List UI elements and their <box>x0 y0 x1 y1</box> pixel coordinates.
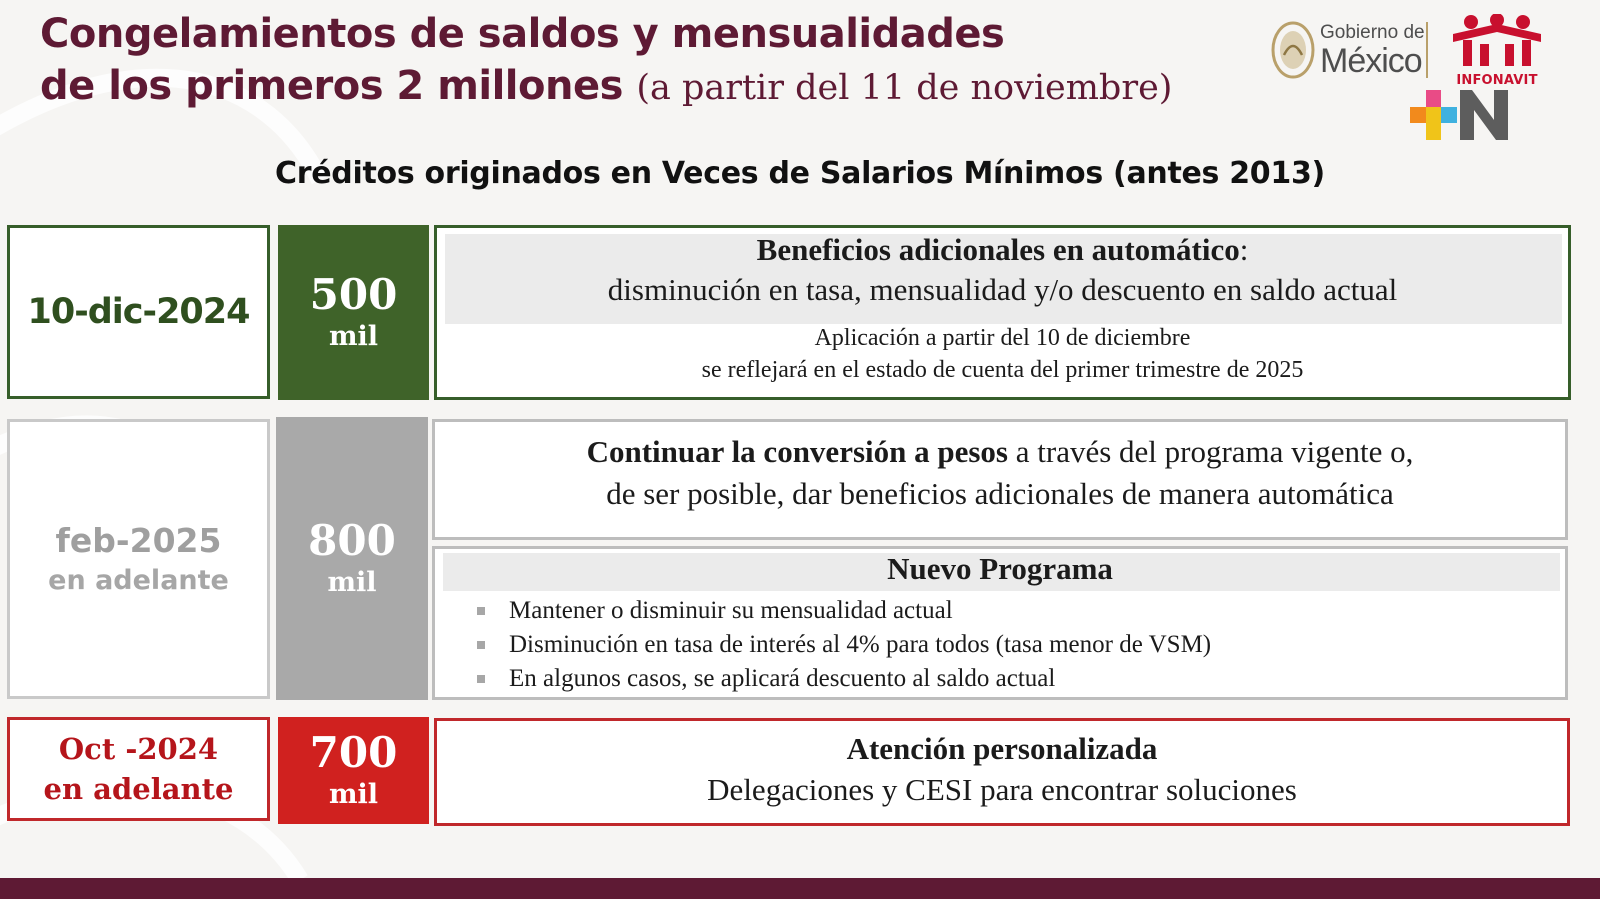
row2-conversion-line-2: de ser posible, dar beneficios adicionales de manera automática <box>606 476 1394 511</box>
title-line-2-bold: de los primeros 2 millones <box>40 63 623 109</box>
infonavit-wordmark: INFONAVIT <box>1456 73 1538 88</box>
row2-count-box <box>276 417 428 700</box>
row1-number: 500 <box>309 269 398 319</box>
list-item <box>473 594 1211 628</box>
infonavit-logo <box>1442 14 1552 86</box>
bullet-square-icon <box>477 641 485 649</box>
row1-date-box <box>7 225 270 399</box>
row2-number: 800 <box>308 515 396 565</box>
row2-date-qualifier: en adelante <box>48 565 229 596</box>
row3-number: 700 <box>309 727 398 777</box>
bullet-text: Mantener o disminuir su mensualidad actual <box>509 597 953 624</box>
gobierno-big-text: México <box>1320 41 1422 80</box>
row3-date-box <box>7 717 270 821</box>
row1-note-line-2: se reflejará en el estado de cuenta del primer trimestre de 2025 <box>701 357 1304 383</box>
bottom-bar <box>0 878 1600 899</box>
row3-unit: mil <box>328 778 379 810</box>
page-title <box>40 8 1240 114</box>
row2-date-box <box>7 419 270 699</box>
plus-n-logo-icon <box>1410 90 1516 140</box>
bullet-square-icon <box>477 607 485 615</box>
row2-date: feb-2025 <box>55 521 222 560</box>
infonavit-house-icon <box>1449 14 1545 66</box>
title-line-2 <box>40 60 1240 114</box>
title-line-1: Congelamientos de saldos y mensualidades <box>40 11 1005 57</box>
gobierno-mexico-logo <box>1270 14 1430 86</box>
row2-conversion-box <box>432 419 1568 540</box>
row2-conversion-line-1 <box>435 434 1565 470</box>
row3-count-box <box>278 717 429 824</box>
gobierno-text <box>1320 23 1425 78</box>
national-seal-icon <box>1270 19 1316 81</box>
title-line-2-date: (a partir del 11 de noviembre) <box>636 68 1173 108</box>
row1-description: disminución en tasa, mensualidad y/o descuento en saldo actual <box>607 272 1398 307</box>
bullet-square-icon <box>477 675 485 683</box>
row1-heading <box>437 232 1568 268</box>
row1-count-box <box>278 225 429 400</box>
row3-content-box <box>434 718 1570 826</box>
row3-description: Delegaciones y CESI para encontrar soluciones <box>707 772 1297 807</box>
row2-conversion-rest: a través del programa vigente o, <box>1008 434 1414 469</box>
row2-program-heading: Nuevo Programa <box>887 551 1113 586</box>
row2-program-box <box>432 546 1568 700</box>
row1-date: 10-dic-2024 <box>27 292 250 332</box>
row1-heading-colon: : <box>1239 232 1249 267</box>
row1-content-box <box>434 225 1571 400</box>
gobierno-small-text: Gobierno de <box>1320 21 1425 43</box>
bullet-text: En algunos casos, se aplicará descuento al saldo actual <box>509 665 1056 692</box>
row1-unit: mil <box>328 320 379 352</box>
program-bullet-list <box>473 594 1211 696</box>
list-item <box>473 662 1211 696</box>
row3-date-qualifier: en adelante <box>43 772 234 806</box>
row3-date: Oct -2024 <box>58 732 219 766</box>
row2-unit: mil <box>327 566 377 598</box>
logo-divider <box>1426 22 1428 78</box>
row1-note-line-1: Aplicación a partir del 10 de diciembre <box>814 325 1191 351</box>
row2-conversion-bold: Continuar la conversión a pesos <box>586 434 1008 469</box>
section-subtitle: Créditos originados en Veces de Salarios Mínimos (antes 2013) <box>275 156 1325 191</box>
row1-heading-text: Beneficios adicionales en automático <box>756 232 1240 267</box>
bullet-text: Disminución en tasa de interés al 4% para todos (tasa menor de VSM) <box>509 631 1212 658</box>
row3-heading: Atención personalizada <box>846 731 1158 766</box>
list-item <box>473 628 1211 662</box>
